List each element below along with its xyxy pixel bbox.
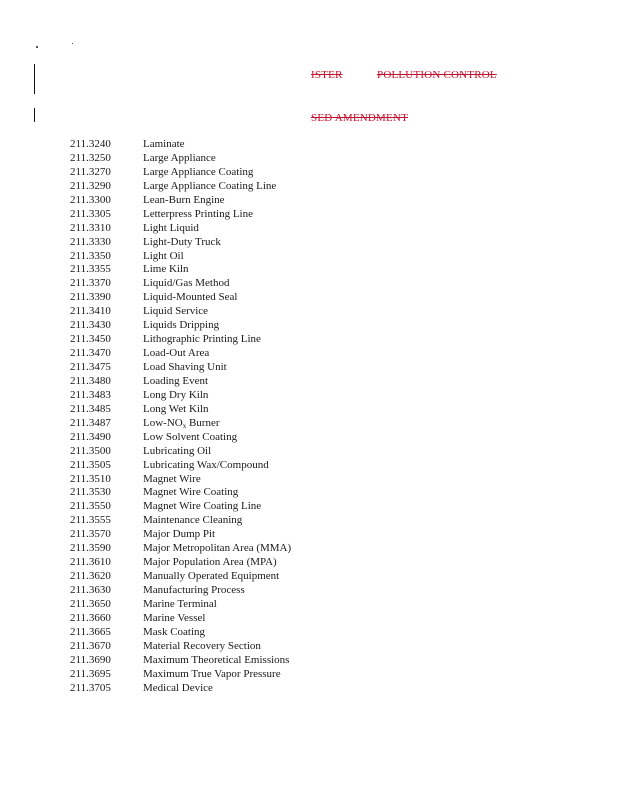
section-title <box>143 403 209 417</box>
section-title-text: Letterpress Printing Line <box>143 207 253 220</box>
section-row <box>70 584 291 598</box>
section-row <box>70 291 291 305</box>
section-title <box>143 500 261 514</box>
section-number: 211.3550 <box>70 500 111 513</box>
section-row <box>70 277 291 291</box>
section-title-text: Manually Operated Equipment <box>143 570 280 583</box>
section-title <box>143 542 291 556</box>
section-row <box>70 263 291 277</box>
section-title-text: Long Dry Kiln <box>143 388 209 401</box>
section-number: 211.3330 <box>70 235 111 248</box>
section-title <box>143 417 220 431</box>
section-title-subscript: x <box>182 421 187 430</box>
section-title <box>143 514 242 528</box>
section-title <box>143 668 281 682</box>
section-row <box>70 612 291 626</box>
section-row <box>70 445 291 459</box>
section-number: 211.3310 <box>70 221 111 234</box>
section-row <box>70 361 291 375</box>
section-title <box>143 166 253 180</box>
section-title-text: Major Metropolitan Area (MMA) <box>143 542 292 555</box>
section-row <box>70 542 291 556</box>
section-title-suffix: Burner <box>186 416 220 429</box>
section-row <box>70 166 291 180</box>
section-row <box>70 138 291 152</box>
section-number: 211.3350 <box>70 249 111 262</box>
section-title <box>143 486 238 500</box>
section-number: 211.3660 <box>70 611 111 624</box>
section-row <box>70 194 291 208</box>
section-row <box>70 640 291 654</box>
section-title <box>143 263 189 277</box>
section-title-text: Lubricating Wax/Compound <box>143 458 269 471</box>
section-number: 211.3490 <box>70 430 111 443</box>
section-title-text: Liquid Service <box>143 305 209 318</box>
section-title <box>143 431 237 445</box>
section-title <box>143 375 208 389</box>
section-title <box>143 347 209 361</box>
section-row <box>70 208 291 222</box>
section-title-text: Large Appliance Coating Line <box>143 179 277 192</box>
section-row <box>70 236 291 250</box>
scan-speck <box>36 46 38 48</box>
section-row <box>70 486 291 500</box>
redline-header-part2: POLLUTION CONTROL <box>377 69 497 81</box>
section-row <box>70 389 291 403</box>
redline-header-part1: ISTER <box>311 69 343 81</box>
section-title-text: Magnet Wire Coating <box>143 486 239 499</box>
section-title <box>143 445 211 459</box>
section-title <box>143 556 277 570</box>
section-title <box>143 250 184 264</box>
section-title <box>143 138 185 152</box>
section-title-text: Large Appliance <box>143 151 216 164</box>
section-number: 211.3483 <box>70 388 111 401</box>
section-number: 211.3450 <box>70 333 111 346</box>
redline-header-line2: SED AMENDMENT <box>311 112 409 124</box>
section-title-text: Manufacturing Process <box>143 584 245 596</box>
section-number: 211.3290 <box>70 179 111 192</box>
section-number: 211.3690 <box>70 653 111 666</box>
section-title-text: Long Wet Kiln <box>143 402 209 415</box>
scan-speck <box>72 43 73 44</box>
section-title <box>143 291 237 305</box>
section-row <box>70 250 291 264</box>
section-title-text: Marine Vessel <box>143 611 206 624</box>
section-number: 211.3570 <box>70 528 111 541</box>
section-title-text: Load Shaving Unit <box>143 361 227 373</box>
section-number: 211.3390 <box>70 291 111 304</box>
section-title-text: Major Dump Pit <box>143 528 216 541</box>
section-row <box>70 626 291 640</box>
section-row <box>70 528 291 542</box>
section-number: 211.3410 <box>70 305 111 318</box>
section-title <box>143 584 245 598</box>
section-number: 211.3590 <box>70 542 111 555</box>
section-title <box>143 361 227 375</box>
section-row <box>70 668 291 682</box>
section-number: 211.3530 <box>70 486 111 499</box>
section-row <box>70 333 291 347</box>
section-title-text: Low Solvent Coating <box>143 430 238 443</box>
section-number: 211.3470 <box>70 347 111 360</box>
section-row <box>70 654 291 668</box>
section-title-text: Medical Device <box>143 681 213 694</box>
section-number: 211.3475 <box>70 361 111 373</box>
section-row <box>70 375 291 389</box>
section-title-text: Material Recovery Section <box>143 639 261 652</box>
section-number: 211.3630 <box>70 584 111 596</box>
section-row <box>70 222 291 236</box>
section-title-text: Load-Out Area <box>143 347 210 360</box>
section-title-text: Magnet Wire Coating Line <box>143 500 262 513</box>
section-number: 211.3505 <box>70 458 111 471</box>
section-title <box>143 654 289 668</box>
section-number: 211.3430 <box>70 319 111 332</box>
section-title-text: Maximum True Vapor Pressure <box>143 667 281 680</box>
section-row <box>70 570 291 584</box>
change-bar <box>34 64 35 94</box>
section-row <box>70 403 291 417</box>
section-title-text: Loading Event <box>143 374 209 387</box>
section-row <box>70 305 291 319</box>
section-title-text: Major Population Area (MPA) <box>143 556 277 569</box>
section-number: 211.3620 <box>70 570 111 583</box>
section-number: 211.3485 <box>70 402 111 415</box>
section-title <box>143 528 215 542</box>
section-number: 211.3695 <box>70 667 111 680</box>
section-title-text: Magnet Wire <box>143 472 201 485</box>
section-title <box>143 570 279 584</box>
section-number: 211.3705 <box>70 681 111 694</box>
section-row <box>70 598 291 612</box>
section-number: 211.3487 <box>70 416 111 429</box>
section-row <box>70 180 291 194</box>
section-title <box>143 152 216 166</box>
section-title-text: Maintenance Cleaning <box>143 514 243 527</box>
section-list <box>70 138 291 696</box>
section-number: 211.3240 <box>70 138 111 150</box>
section-row <box>70 431 291 445</box>
section-row <box>70 514 291 528</box>
section-title-text: Laminate <box>143 138 185 150</box>
section-title <box>143 333 261 347</box>
section-row <box>70 319 291 333</box>
section-number: 211.3500 <box>70 444 111 457</box>
section-title-text: Light-Duty Truck <box>143 235 221 248</box>
section-title <box>143 459 269 473</box>
section-title <box>143 222 199 236</box>
section-title <box>143 473 201 487</box>
section-row <box>70 417 291 431</box>
section-number: 211.3650 <box>70 597 111 610</box>
section-title-text: Liquids Dripping <box>143 319 220 332</box>
section-row <box>70 682 291 696</box>
section-title <box>143 640 261 654</box>
section-title-text: Lubricating Oil <box>143 444 212 457</box>
section-title-text: Low-NO <box>143 416 183 429</box>
section-number: 211.3510 <box>70 472 111 485</box>
section-title <box>143 194 225 208</box>
section-title <box>143 598 217 612</box>
section-title-text: Lithographic Printing Line <box>143 333 261 346</box>
section-number: 211.3300 <box>70 193 111 206</box>
section-title <box>143 389 208 403</box>
section-title <box>143 626 205 640</box>
section-title <box>143 208 253 222</box>
section-title-text: Lime Kiln <box>143 263 189 276</box>
section-row <box>70 556 291 570</box>
section-row <box>70 473 291 487</box>
section-title-text: Light Oil <box>143 249 184 262</box>
section-title-text: Lean-Burn Engine <box>143 193 225 206</box>
section-title <box>143 305 208 319</box>
section-number: 211.3250 <box>70 151 111 164</box>
section-number: 211.3610 <box>70 556 111 569</box>
section-row <box>70 500 291 514</box>
section-title-text: Mask Coating <box>143 625 206 638</box>
section-title <box>143 612 205 626</box>
section-title <box>143 277 229 291</box>
section-number: 211.3305 <box>70 207 111 220</box>
section-row <box>70 347 291 361</box>
section-row <box>70 459 291 473</box>
section-title <box>143 319 219 333</box>
section-number: 211.3555 <box>70 514 111 527</box>
section-row <box>70 152 291 166</box>
section-number: 211.3370 <box>70 277 111 290</box>
section-title <box>143 236 221 250</box>
section-title <box>143 180 276 194</box>
section-number: 211.3480 <box>70 374 111 387</box>
section-title-text: Liquid-Mounted Seal <box>143 291 238 304</box>
section-number: 211.3665 <box>70 625 111 638</box>
section-title <box>143 682 213 696</box>
section-title-text: Liquid/Gas Method <box>143 277 230 290</box>
section-number: 211.3270 <box>70 165 111 178</box>
section-title-text: Large Appliance Coating <box>143 165 254 178</box>
section-number: 211.3355 <box>70 263 111 276</box>
change-bar <box>34 108 35 122</box>
section-title-text: Light Liquid <box>143 221 199 234</box>
section-number: 211.3670 <box>70 639 111 652</box>
section-title-text: Maximum Theoretical Emissions <box>143 653 290 666</box>
section-title-text: Marine Terminal <box>143 597 217 610</box>
